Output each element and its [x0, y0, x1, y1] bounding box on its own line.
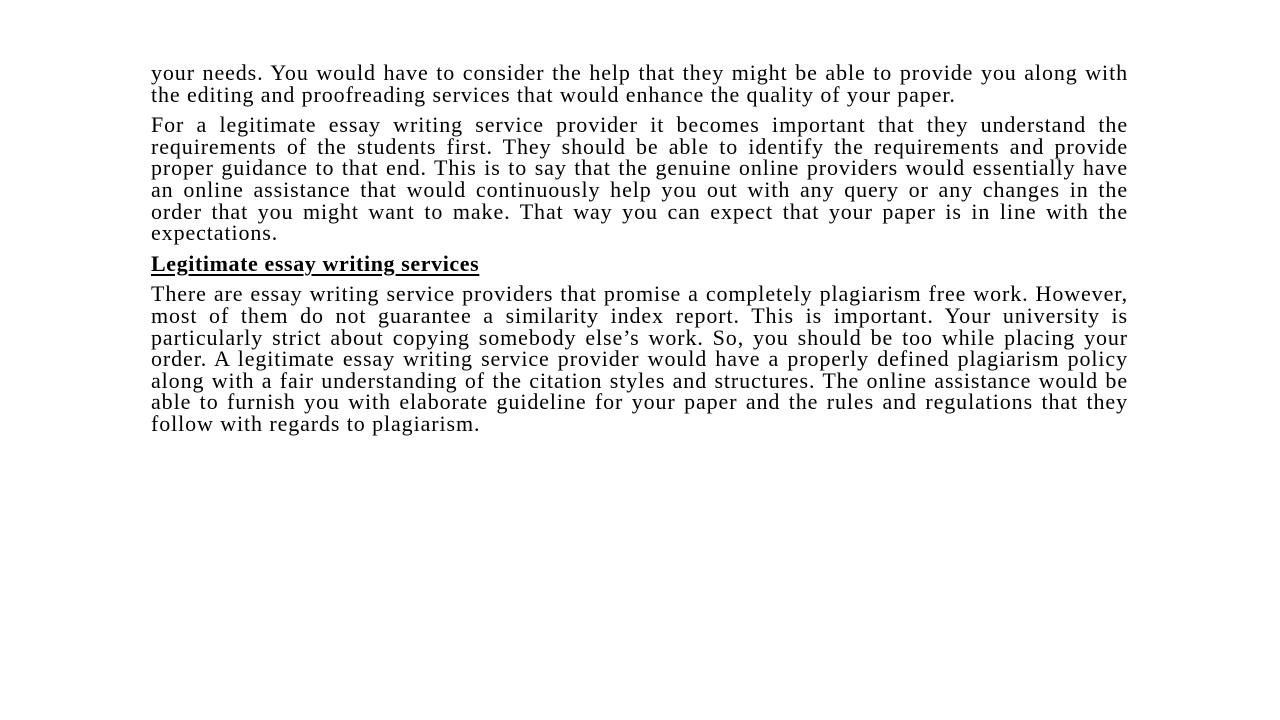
section-heading: Legitimate essay writing services [151, 250, 480, 276]
paragraph-plagiarism: There are essay writing service providers that promise a completely plagiarism free work. However, most of them do not guarantee a similarity index report. This is important. Your university is particularly strict about copying somebody else’s work. So, you should be too while placing your order. A legitimate essay writing service provider would have a properly defined plagiarism policy along with a fair understanding of the citation styles and structures. The online assistance would be able to furnish you with elaborate guideline for your paper and the rules and regulations that they follow with regards to plagiarism. [151, 281, 1128, 436]
document-page [151, 62, 1128, 435]
paragraph-service-provider: For a legitimate essay writing service provider it becomes important that they understand the requirements of the students first. They should be able to identify the requirements and provide proper guidance to that end. This is to say that the genuine online providers would essentially have an online assistance that would continuously help you out with any query or any changes in the order that you might want to make. That way you can expect that your paper is in line with the expectations. [151, 112, 1128, 246]
paragraph-continuation: your needs. You would have to consider the help that they might be able to provide you along with the editing and proofreading services that would enhance the quality of your paper. [151, 60, 1128, 107]
